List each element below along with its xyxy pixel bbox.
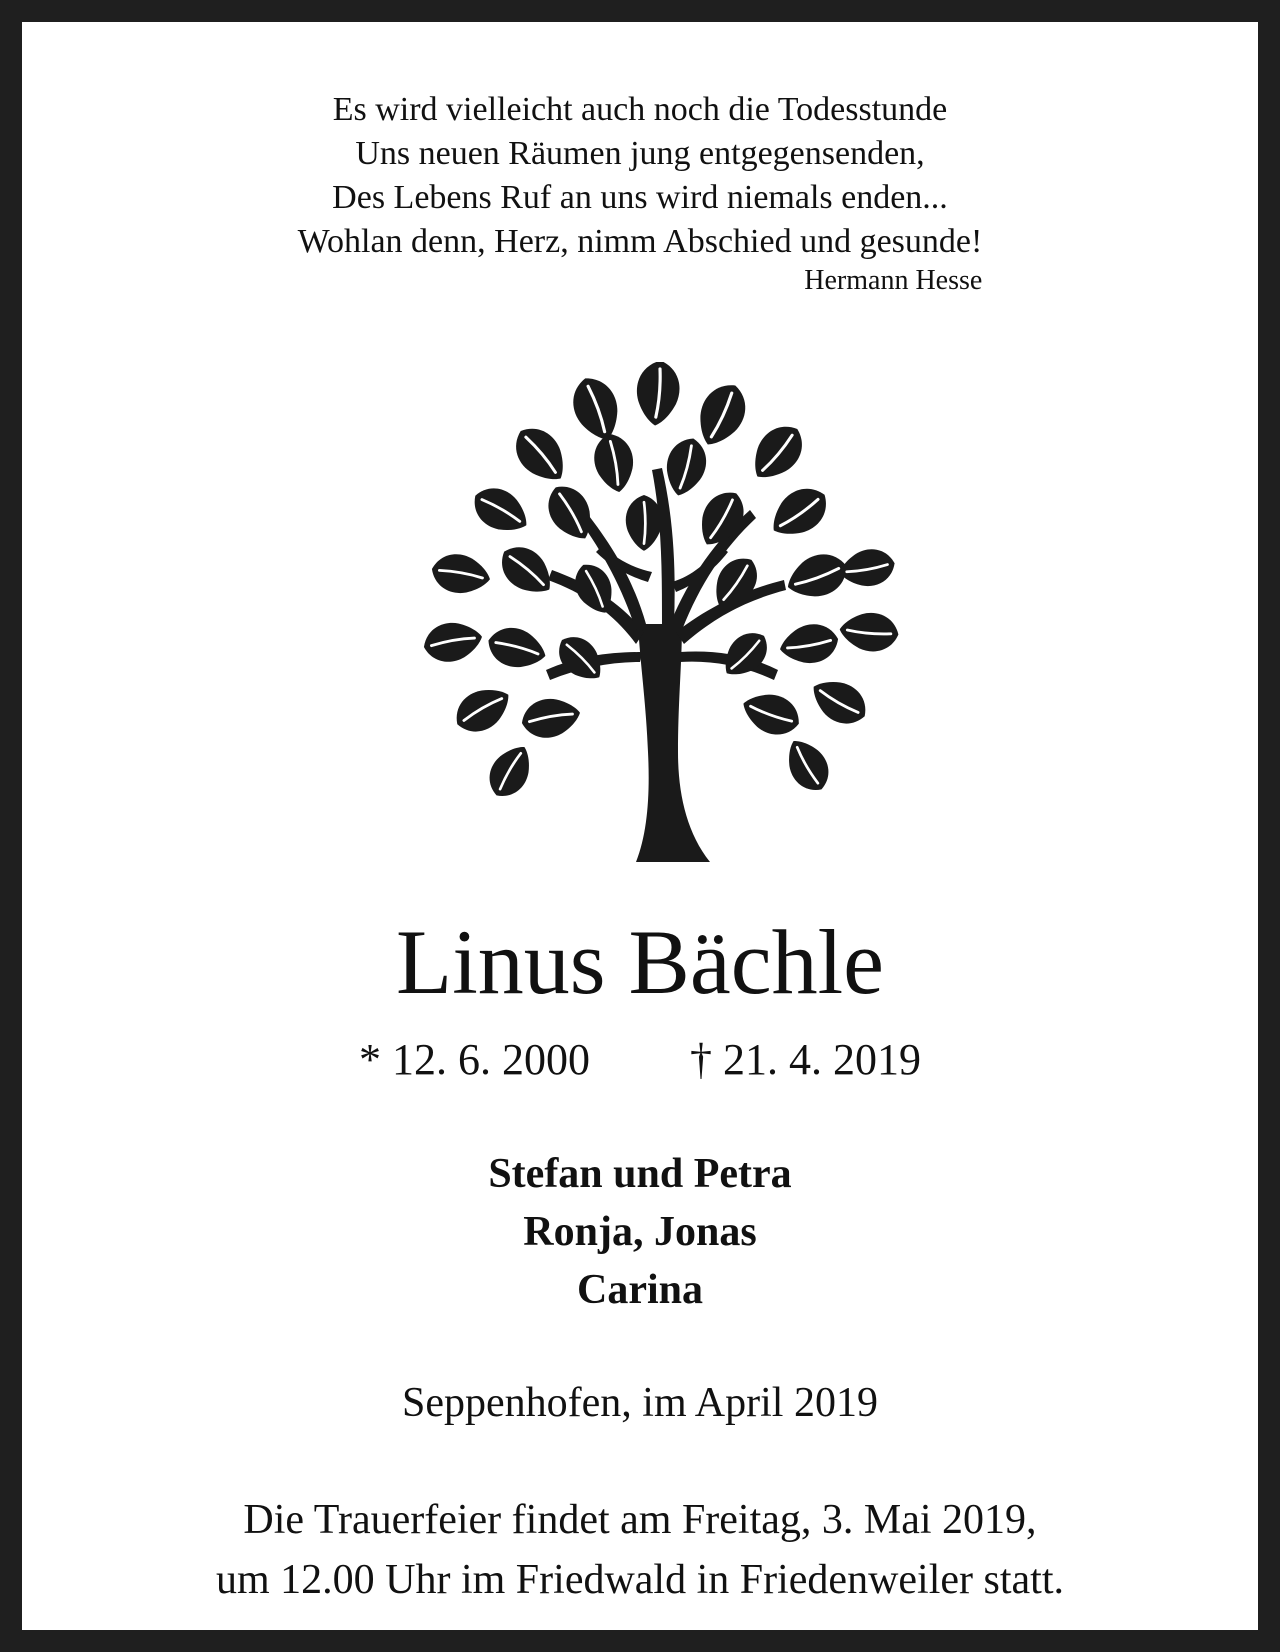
birth-date: * 12. 6. 2000 (359, 1035, 590, 1084)
service-line: Die Trauerfeier findet am Freitag, 3. Mai 2019, (243, 1497, 1037, 1543)
leaf-shape (481, 738, 540, 805)
family-names (22, 1145, 1258, 1319)
poem-lines (298, 88, 983, 298)
leaf-shape (626, 495, 662, 551)
leaf-shape (777, 620, 842, 668)
leaf-shape (429, 550, 494, 598)
leaf-shape (634, 362, 682, 427)
deceased-name: Linus Bächle (396, 911, 884, 1013)
life-dates (22, 1034, 1258, 1086)
death-date: † 21. 4. 2019 (690, 1035, 921, 1084)
leaf-shape (492, 537, 562, 604)
service-line: um 12.00 Uhr im Friedwald in Friedenweiler statt. (215, 1557, 1065, 1603)
leaf-shape (838, 610, 900, 653)
family-line: Ronja, Jonas (523, 1209, 757, 1255)
leaf-shape (421, 618, 486, 666)
obituary-card (22, 22, 1258, 1630)
leaf-shape (836, 545, 897, 591)
leaf-shape (448, 678, 518, 741)
leaf-shape (590, 431, 638, 496)
leaf-shape (483, 622, 550, 674)
leaf-shape (742, 416, 813, 490)
family-line: Carina (577, 1267, 703, 1313)
poem-block (22, 88, 1258, 298)
leaf-shape (565, 371, 627, 447)
leaf-shape (519, 694, 584, 742)
leaf-shape (689, 376, 755, 453)
leaf-shape (466, 479, 536, 542)
poem-line: Wohlan denn, Herz, nimm Abschied und gesunde! (297, 223, 983, 260)
leaf-shape (781, 547, 853, 606)
poem-line: Es wird vielleicht auch noch die Todesstunde (332, 91, 948, 128)
place-date: Seppenhofen, im April 2019 (402, 1380, 878, 1426)
leaf-shape (762, 478, 836, 547)
poem-author: Hermann Hesse (804, 265, 983, 296)
family-line: Stefan und Petra (488, 1151, 792, 1197)
tree-icon (400, 362, 920, 882)
service-notice (22, 1490, 1258, 1610)
leaf-shape (804, 670, 874, 733)
poem-line: Uns neuen Räumen jung entgegensenden, (355, 135, 925, 172)
poem-line: Des Lebens Ruf an uns wird niemals enden... (332, 179, 948, 216)
leaf-shape (737, 686, 806, 742)
leaf-shape (505, 418, 576, 492)
leaf-shape (660, 433, 712, 500)
leaf-shape (778, 732, 837, 799)
